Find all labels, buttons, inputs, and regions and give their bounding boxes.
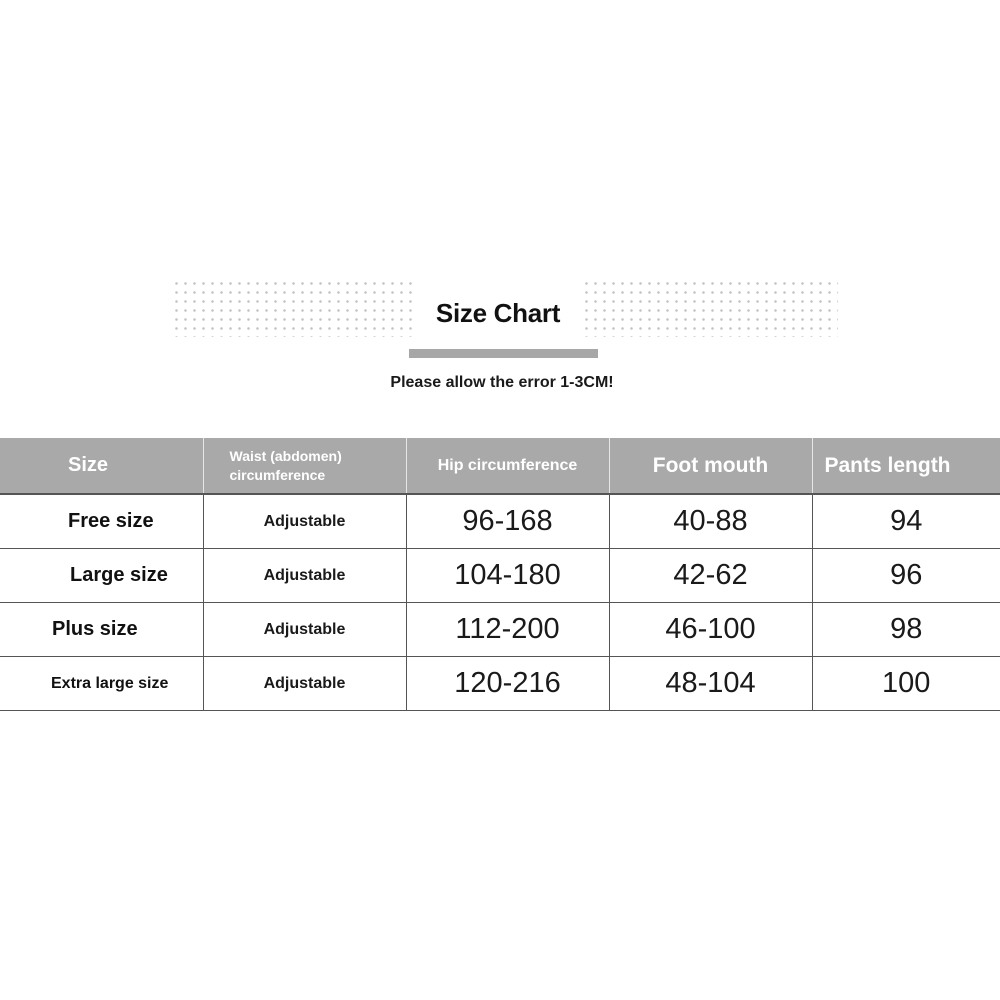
pants-length-cell: 98 <box>812 603 1000 657</box>
pants-length-cell: 100 <box>812 657 1000 711</box>
column-header-waist-line2: circumference <box>229 466 326 483</box>
size-name-cell: Plus size <box>0 603 203 657</box>
table-row <box>0 657 1000 711</box>
waist-cell: Adjustable <box>203 494 406 549</box>
foot-mouth-cell: 48-104 <box>609 657 812 711</box>
column-header-waist-line1: Waist (abdomen) <box>229 447 342 464</box>
title-underline-bar <box>409 349 598 358</box>
column-header-waist <box>203 438 406 494</box>
waist-cell: Adjustable <box>203 603 406 657</box>
size-name-cell: Large size <box>0 549 203 603</box>
foot-mouth-cell: 46-100 <box>609 603 812 657</box>
foot-mouth-cell: 40-88 <box>609 494 812 549</box>
waist-cell: Adjustable <box>203 549 406 603</box>
size-name-cell: Free size <box>0 494 203 549</box>
size-table <box>0 438 1000 711</box>
hip-cell: 120-216 <box>406 657 609 711</box>
table-row <box>0 603 1000 657</box>
size-name-cell: Extra large size <box>0 657 203 711</box>
hip-cell: 104-180 <box>406 549 609 603</box>
page-title: Size Chart <box>435 298 561 328</box>
table-row <box>0 494 1000 549</box>
table-row <box>0 549 1000 603</box>
pants-length-cell: 94 <box>812 494 1000 549</box>
table-header-row <box>0 438 1000 494</box>
dot-pattern-left <box>172 279 418 337</box>
dot-pattern-right <box>582 279 838 337</box>
waist-cell: Adjustable <box>203 657 406 711</box>
hip-cell: 96-168 <box>406 494 609 549</box>
error-note: Please allow the error 1-3CM! <box>390 374 614 391</box>
column-header-hip: Hip circumference <box>406 438 609 494</box>
column-header-size: Size <box>0 438 203 494</box>
column-header-foot-mouth: Foot mouth <box>609 438 812 494</box>
hip-cell: 112-200 <box>406 603 609 657</box>
column-header-pants-length: Pants length <box>812 438 1000 494</box>
foot-mouth-cell: 42-62 <box>609 549 812 603</box>
pants-length-cell: 96 <box>812 549 1000 603</box>
